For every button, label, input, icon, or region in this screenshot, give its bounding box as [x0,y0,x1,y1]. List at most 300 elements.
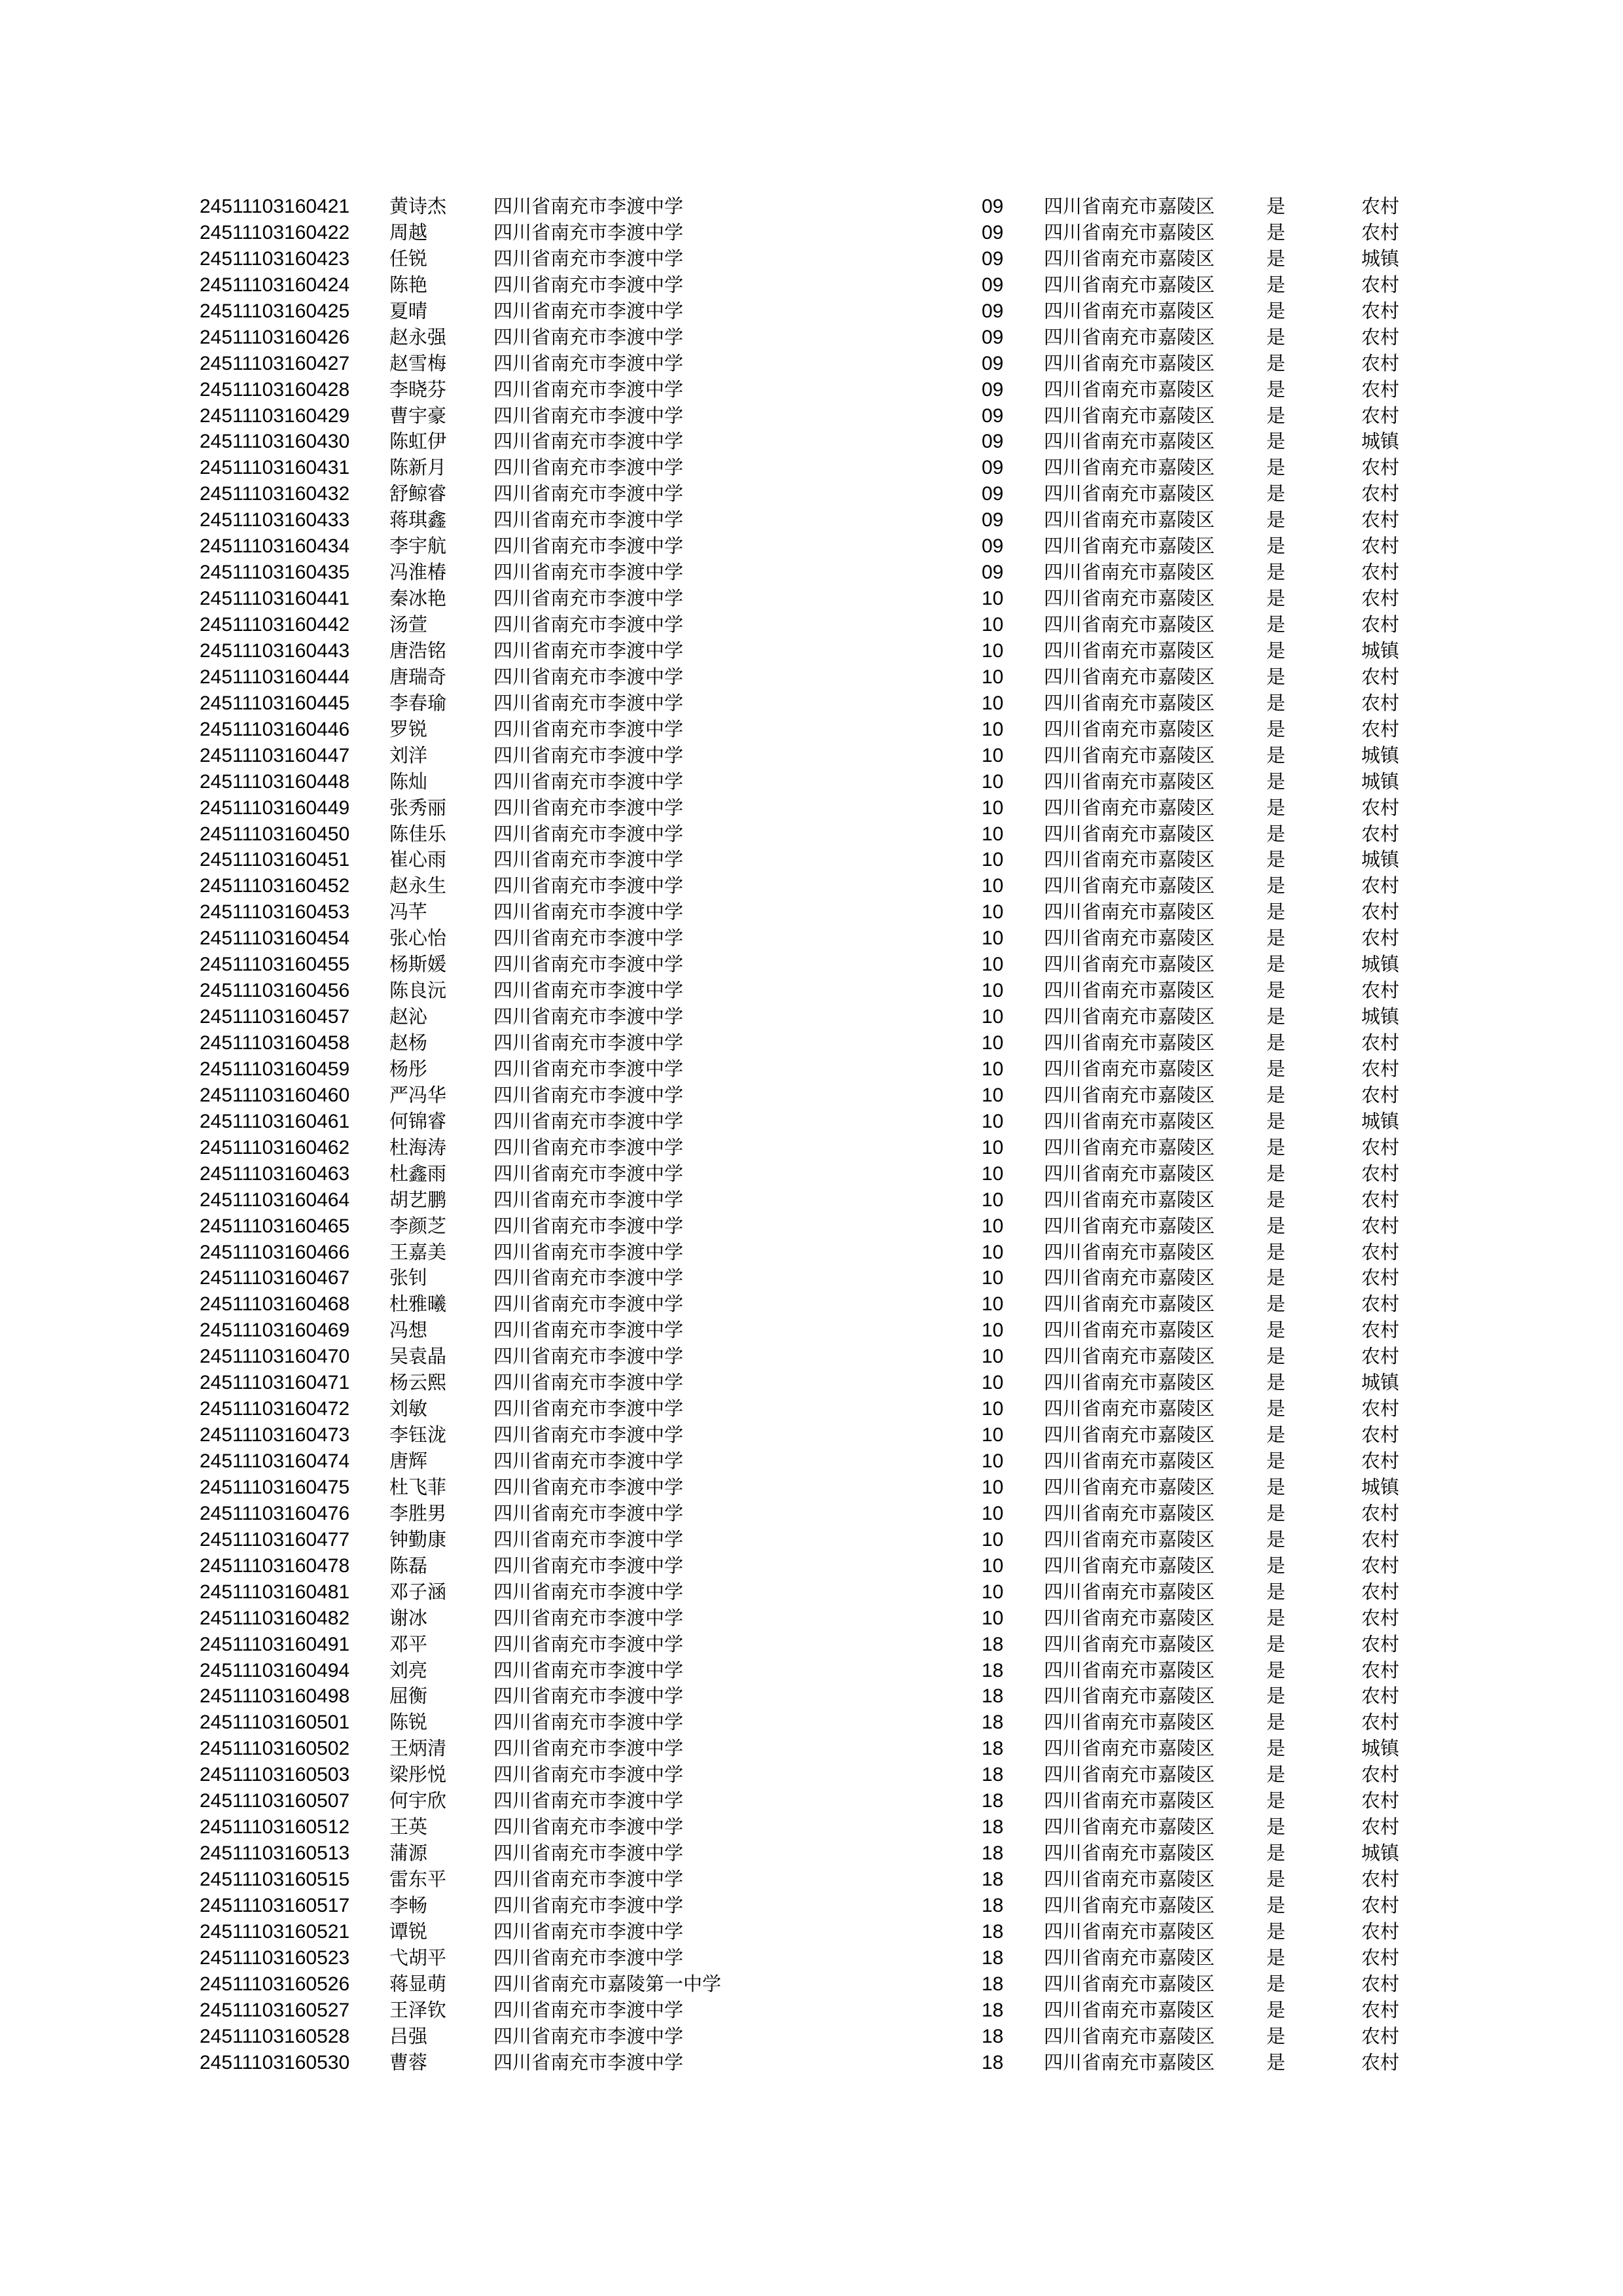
exam-id-cell: 24511103160432 [200,483,350,505]
school-cell: 四川省南充市李渡中学 [493,482,684,505]
table-row [0,1083,1623,1109]
school-cell: 四川省南充市李渡中学 [493,979,684,1002]
eligibility-flag-cell: 是 [1266,1319,1286,1342]
residence-type-cell: 农村 [1361,1580,1400,1603]
student-name-cell: 张秀丽 [389,796,447,819]
table-row [0,1788,1623,1814]
residence-type-cell: 农村 [1361,1397,1400,1420]
region-cell: 四川省南充市嘉陵区 [1044,430,1215,453]
class-code-cell: 10 [982,639,1004,662]
class-code-cell: 10 [982,1215,1004,1237]
school-cell: 四川省南充市李渡中学 [493,456,684,479]
residence-type-cell: 农村 [1361,1083,1400,1106]
table-row [0,2050,1623,2076]
table-row [0,1187,1623,1213]
exam-id-cell: 24511103160441 [200,588,350,610]
eligibility-flag-cell: 是 [1266,1737,1286,1760]
region-cell: 四川省南充市嘉陵区 [1044,1763,1215,1786]
school-cell: 四川省南充市李渡中学 [493,273,684,296]
student-name-cell: 杨斯媛 [389,953,447,976]
table-row [0,455,1623,481]
table-row [0,743,1623,769]
school-cell: 四川省南充市李渡中学 [493,744,684,766]
region-cell: 四川省南充市嘉陵区 [1044,639,1215,662]
school-cell: 四川省南充市李渡中学 [493,2024,684,2047]
school-cell: 四川省南充市李渡中学 [493,953,684,976]
region-cell: 四川省南充市嘉陵区 [1044,1972,1215,1995]
residence-type-cell: 城镇 [1361,639,1400,662]
eligibility-flag-cell: 是 [1266,1946,1286,1969]
exam-id-cell: 24511103160427 [200,352,350,374]
school-cell: 四川省南充市李渡中学 [493,509,684,531]
region-cell: 四川省南充市嘉陵区 [1044,482,1215,505]
eligibility-flag-cell: 是 [1266,1450,1286,1472]
exam-id-cell: 24511103160461 [200,1110,350,1132]
student-name-cell: 谭锐 [389,1920,428,1943]
school-cell: 四川省南充市李渡中学 [493,874,684,897]
table-row [0,1370,1623,1396]
student-name-cell: 罗锐 [389,717,428,740]
region-cell: 四川省南充市嘉陵区 [1044,1685,1215,1708]
region-cell: 四川省南充市嘉陵区 [1044,927,1215,950]
eligibility-flag-cell: 是 [1266,1371,1286,1394]
table-row [0,795,1623,821]
table-row [0,194,1623,220]
eligibility-flag-cell: 是 [1266,613,1286,636]
exam-id-cell: 24511103160526 [200,1973,350,1995]
student-name-cell: 任锐 [389,247,428,270]
exam-id-cell: 24511103160469 [200,1319,350,1342]
school-cell: 四川省南充市李渡中学 [493,848,684,871]
exam-id-cell: 24511103160425 [200,300,350,322]
eligibility-flag-cell: 是 [1266,1501,1286,1524]
table-row [0,1579,1623,1605]
class-code-cell: 10 [982,1554,1004,1577]
student-name-cell: 梁彤悦 [389,1763,447,1786]
table-row [0,1291,1623,1318]
student-name-cell: 陈磊 [389,1554,428,1577]
class-code-cell: 10 [982,1476,1004,1498]
residence-type-cell: 农村 [1361,273,1400,296]
student-name-cell: 冯淮椿 [389,561,447,584]
eligibility-flag-cell: 是 [1266,901,1286,924]
class-code-cell: 10 [982,1398,1004,1420]
table-row [0,351,1623,377]
residence-type-cell: 农村 [1361,822,1400,845]
eligibility-flag-cell: 是 [1266,639,1286,662]
class-code-cell: 10 [982,770,1004,793]
eligibility-flag-cell: 是 [1266,1868,1286,1890]
class-code-cell: 09 [982,274,1004,296]
table-row [0,586,1623,612]
region-cell: 四川省南充市嘉陵区 [1044,1450,1215,1472]
region-cell: 四川省南充市嘉陵区 [1044,325,1215,348]
table-row [0,978,1623,1004]
student-name-cell: 谢冰 [389,1606,428,1629]
table-row [0,1004,1623,1030]
residence-type-cell: 农村 [1361,1632,1400,1655]
residence-type-cell: 农村 [1361,1345,1400,1368]
school-cell: 四川省南充市李渡中学 [493,1005,684,1028]
class-code-cell: 10 [982,1319,1004,1342]
class-code-cell: 18 [982,1973,1004,1995]
eligibility-flag-cell: 是 [1266,456,1286,479]
school-cell: 四川省南充市李渡中学 [493,1266,684,1289]
table-row [0,1840,1623,1867]
region-cell: 四川省南充市嘉陵区 [1044,1293,1215,1316]
residence-type-cell: 城镇 [1361,1475,1400,1498]
region-cell: 四川省南充市嘉陵区 [1044,1136,1215,1158]
table-row [0,272,1623,298]
region-cell: 四川省南充市嘉陵区 [1044,1789,1215,1812]
student-name-cell: 陈艳 [389,273,428,296]
exam-id-cell: 24511103160421 [200,196,350,217]
exam-id-cell: 24511103160515 [200,1869,350,1890]
student-name-cell: 杜鑫雨 [389,1162,447,1185]
table-row [0,1265,1623,1291]
class-code-cell: 10 [982,1084,1004,1106]
exam-id-cell: 24511103160442 [200,614,350,636]
exam-id-cell: 24511103160474 [200,1450,350,1472]
table-row [0,1422,1623,1448]
school-cell: 四川省南充市李渡中学 [493,717,684,740]
region-cell: 四川省南充市嘉陵区 [1044,1920,1215,1943]
class-code-cell: 10 [982,1241,1004,1263]
class-code-cell: 10 [982,1346,1004,1368]
exam-id-cell: 24511103160424 [200,274,350,296]
class-code-cell: 10 [982,666,1004,688]
school-cell: 四川省南充市李渡中学 [493,1057,684,1080]
region-cell: 四川省南充市嘉陵区 [1044,979,1215,1002]
student-name-cell: 陈新月 [389,456,447,479]
class-code-cell: 09 [982,535,1004,558]
school-cell: 四川省南充市李渡中学 [493,1031,684,1054]
table-row [0,2024,1623,2050]
school-cell: 四川省南充市李渡中学 [493,1763,684,1786]
table-row [0,298,1623,325]
class-code-cell: 10 [982,901,1004,924]
residence-type-cell: 农村 [1361,1031,1400,1054]
residence-type-cell: 农村 [1361,587,1400,610]
table-row [0,1762,1623,1788]
residence-type-cell: 城镇 [1361,1842,1400,1865]
school-cell: 四川省南充市李渡中学 [493,1240,684,1263]
school-cell: 四川省南充市李渡中学 [493,1136,684,1158]
residence-type-cell: 农村 [1361,1214,1400,1237]
eligibility-flag-cell: 是 [1266,535,1286,558]
eligibility-flag-cell: 是 [1266,1109,1286,1132]
student-name-cell: 李钰泷 [389,1424,447,1446]
eligibility-flag-cell: 是 [1266,979,1286,1002]
class-code-cell: 10 [982,797,1004,819]
table-row [0,1658,1623,1684]
exam-id-cell: 24511103160528 [200,2025,350,2047]
student-name-cell: 张心怡 [389,927,447,950]
student-name-cell: 刘敏 [389,1397,428,1420]
school-cell: 四川省南充市李渡中学 [493,430,684,453]
student-name-cell: 赵永强 [389,325,447,348]
exam-id-cell: 24511103160429 [200,404,350,427]
class-code-cell: 18 [982,1946,1004,1969]
student-name-cell: 汤萱 [389,613,428,636]
class-code-cell: 18 [982,1790,1004,1812]
residence-type-cell: 农村 [1361,299,1400,322]
eligibility-flag-cell: 是 [1266,1162,1286,1185]
class-code-cell: 10 [982,1293,1004,1316]
residence-type-cell: 农村 [1361,1946,1400,1969]
exam-id-cell: 24511103160512 [200,1816,350,1839]
school-cell: 四川省南充市李渡中学 [493,1083,684,1106]
table-row [0,507,1623,533]
class-code-cell: 09 [982,326,1004,348]
region-cell: 四川省南充市嘉陵区 [1044,1005,1215,1028]
exam-id-cell: 24511103160443 [200,639,350,662]
exam-id-cell: 24511103160462 [200,1136,350,1158]
class-code-cell: 10 [982,954,1004,976]
table-row [0,1553,1623,1579]
student-name-cell: 王泽钦 [389,1998,447,2021]
school-cell: 四川省南充市李渡中学 [493,1109,684,1132]
region-cell: 四川省南充市嘉陵区 [1044,1109,1215,1132]
table-row [0,925,1623,952]
class-code-cell: 10 [982,1607,1004,1629]
school-cell: 四川省南充市李渡中学 [493,1397,684,1420]
eligibility-flag-cell: 是 [1266,1816,1286,1839]
table-row [0,481,1623,507]
class-code-cell: 09 [982,221,1004,243]
table-row [0,821,1623,848]
class-code-cell: 09 [982,378,1004,401]
class-code-cell: 10 [982,875,1004,897]
region-cell: 四川省南充市嘉陵区 [1044,404,1215,427]
class-code-cell: 09 [982,300,1004,322]
eligibility-flag-cell: 是 [1266,1920,1286,1943]
table-row [0,1109,1623,1135]
school-cell: 四川省南充市李渡中学 [493,1998,684,2021]
eligibility-flag-cell: 是 [1266,404,1286,427]
class-code-cell: 18 [982,1738,1004,1760]
exam-id-cell: 24511103160468 [200,1293,350,1316]
exam-id-cell: 24511103160491 [200,1633,350,1655]
exam-id-cell: 24511103160452 [200,875,350,897]
student-name-cell: 王嘉美 [389,1240,447,1263]
residence-type-cell: 农村 [1361,1763,1400,1786]
student-name-cell: 刘洋 [389,744,428,766]
student-name-cell: 胡艺鹏 [389,1188,447,1211]
exam-id-cell: 24511103160458 [200,1032,350,1054]
residence-type-cell: 农村 [1361,1528,1400,1551]
school-cell: 四川省南充市李渡中学 [493,221,684,243]
region-cell: 四川省南充市嘉陵区 [1044,1632,1215,1655]
student-name-cell: 王英 [389,1816,428,1839]
table-row [0,847,1623,873]
exam-id-cell: 24511103160447 [200,744,350,766]
table-row [0,429,1623,455]
exam-id-cell: 24511103160446 [200,718,350,740]
residence-type-cell: 农村 [1361,1711,1400,1734]
class-code-cell: 10 [982,1372,1004,1394]
student-name-cell: 陈佳乐 [389,822,447,845]
school-cell: 四川省南充市李渡中学 [493,535,684,558]
table-row [0,1527,1623,1553]
region-cell: 四川省南充市嘉陵区 [1044,221,1215,243]
school-cell: 四川省南充市李渡中学 [493,1424,684,1446]
student-name-cell: 钟勤康 [389,1528,447,1551]
student-name-cell: 唐瑞奇 [389,665,447,688]
class-code-cell: 10 [982,1581,1004,1603]
eligibility-flag-cell: 是 [1266,1789,1286,1812]
residence-type-cell: 农村 [1361,1501,1400,1524]
eligibility-flag-cell: 是 [1266,2051,1286,2073]
region-cell: 四川省南充市嘉陵区 [1044,2051,1215,2073]
table-row [0,403,1623,429]
eligibility-flag-cell: 是 [1266,1475,1286,1498]
eligibility-flag-cell: 是 [1266,273,1286,296]
class-code-cell: 09 [982,247,1004,270]
eligibility-flag-cell: 是 [1266,1842,1286,1865]
region-cell: 四川省南充市嘉陵区 [1044,1842,1215,1865]
school-cell: 四川省南充市李渡中学 [493,1946,684,1969]
student-name-cell: 夏晴 [389,299,428,322]
school-cell: 四川省南充市李渡中学 [493,299,684,322]
school-cell: 四川省南充市李渡中学 [493,1475,684,1498]
region-cell: 四川省南充市嘉陵区 [1044,717,1215,740]
eligibility-flag-cell: 是 [1266,325,1286,348]
residence-type-cell: 农村 [1361,1998,1400,2021]
exam-id-cell: 24511103160477 [200,1528,350,1551]
eligibility-flag-cell: 是 [1266,2024,1286,2047]
residence-type-cell: 农村 [1361,665,1400,688]
student-name-cell: 舒鲸睿 [389,482,447,505]
eligibility-flag-cell: 是 [1266,953,1286,976]
exam-id-cell: 24511103160450 [200,823,350,845]
eligibility-flag-cell: 是 [1266,1711,1286,1734]
student-name-cell: 杜海涛 [389,1136,447,1158]
residence-type-cell: 城镇 [1361,1005,1400,1028]
class-code-cell: 09 [982,509,1004,531]
exam-id-cell: 24511103160530 [200,2051,350,2073]
region-cell: 四川省南充市嘉陵区 [1044,1816,1215,1839]
eligibility-flag-cell: 是 [1266,874,1286,897]
exam-id-cell: 24511103160449 [200,797,350,819]
region-cell: 四川省南充市嘉陵区 [1044,456,1215,479]
residence-type-cell: 农村 [1361,404,1400,427]
region-cell: 四川省南充市嘉陵区 [1044,587,1215,610]
class-code-cell: 09 [982,431,1004,453]
table-row [0,325,1623,351]
student-name-cell: 陈虹伊 [389,430,447,453]
school-cell: 四川省南充市李渡中学 [493,1188,684,1211]
residence-type-cell: 农村 [1361,351,1400,374]
eligibility-flag-cell: 是 [1266,1031,1286,1054]
student-name-cell: 赵永生 [389,874,447,897]
table-row [0,1971,1623,1998]
eligibility-flag-cell: 是 [1266,1580,1286,1603]
student-name-cell: 弋胡平 [389,1946,447,1969]
school-cell: 四川省南充市李渡中学 [493,1737,684,1760]
region-cell: 四川省南充市嘉陵区 [1044,1240,1215,1263]
residence-type-cell: 农村 [1361,874,1400,897]
eligibility-flag-cell: 是 [1266,247,1286,270]
residence-type-cell: 农村 [1361,195,1400,217]
school-cell: 四川省南充市李渡中学 [493,1293,684,1316]
table-row [0,1318,1623,1344]
table-row [0,1475,1623,1501]
exam-id-cell: 24511103160434 [200,535,350,558]
eligibility-flag-cell: 是 [1266,221,1286,243]
eligibility-flag-cell: 是 [1266,1424,1286,1446]
class-code-cell: 18 [982,1869,1004,1890]
exam-id-cell: 24511103160527 [200,1999,350,2021]
school-cell: 四川省南充市李渡中学 [493,378,684,401]
region-cell: 四川省南充市嘉陵区 [1044,1057,1215,1080]
exam-id-cell: 24511103160478 [200,1554,350,1577]
eligibility-flag-cell: 是 [1266,561,1286,584]
residence-type-cell: 农村 [1361,979,1400,1002]
eligibility-flag-cell: 是 [1266,1528,1286,1551]
student-name-cell: 邓子涵 [389,1580,447,1603]
school-cell: 四川省南充市李渡中学 [493,2051,684,2073]
region-cell: 四川省南充市嘉陵区 [1044,1580,1215,1603]
class-code-cell: 09 [982,404,1004,427]
residence-type-cell: 农村 [1361,1319,1400,1342]
residence-type-cell: 农村 [1361,221,1400,243]
school-cell: 四川省南充市李渡中学 [493,639,684,662]
residence-type-cell: 农村 [1361,1685,1400,1708]
school-cell: 四川省南充市李渡中学 [493,247,684,270]
school-cell: 四川省南充市李渡中学 [493,1501,684,1524]
table-row [0,246,1623,272]
region-cell: 四川省南充市嘉陵区 [1044,509,1215,531]
region-cell: 四川省南充市嘉陵区 [1044,247,1215,270]
table-row [0,1240,1623,1266]
table-row [0,1396,1623,1422]
residence-type-cell: 农村 [1361,1450,1400,1472]
eligibility-flag-cell: 是 [1266,822,1286,845]
class-code-cell: 10 [982,744,1004,766]
student-name-cell: 黄诗杰 [389,195,447,217]
exam-id-cell: 24511103160472 [200,1398,350,1420]
school-cell: 四川省南充市李渡中学 [493,1685,684,1708]
student-name-cell: 杨云熙 [389,1371,447,1394]
region-cell: 四川省南充市嘉陵区 [1044,1501,1215,1524]
school-cell: 四川省南充市李渡中学 [493,796,684,819]
eligibility-flag-cell: 是 [1266,430,1286,453]
class-code-cell: 18 [982,1685,1004,1708]
exam-id-cell: 24511103160423 [200,247,350,270]
school-cell: 四川省南充市嘉陵第一中学 [493,1972,722,1995]
region-cell: 四川省南充市嘉陵区 [1044,273,1215,296]
exam-id-cell: 24511103160473 [200,1424,350,1446]
eligibility-flag-cell: 是 [1266,1659,1286,1681]
residence-type-cell: 农村 [1361,535,1400,558]
residence-type-cell: 农村 [1361,691,1400,714]
class-code-cell: 10 [982,1006,1004,1028]
student-name-cell: 杜雅曦 [389,1293,447,1316]
class-code-cell: 10 [982,1424,1004,1446]
residence-type-cell: 农村 [1361,2024,1400,2047]
class-code-cell: 10 [982,1136,1004,1158]
region-cell: 四川省南充市嘉陵区 [1044,665,1215,688]
region-cell: 四川省南充市嘉陵区 [1044,1554,1215,1577]
class-code-cell: 10 [982,1032,1004,1054]
eligibility-flag-cell: 是 [1266,744,1286,766]
student-name-cell: 陈灿 [389,770,428,793]
residence-type-cell: 农村 [1361,1893,1400,1916]
exam-id-cell: 24511103160463 [200,1162,350,1185]
student-name-cell: 屈衡 [389,1685,428,1708]
residence-type-cell: 农村 [1361,509,1400,531]
